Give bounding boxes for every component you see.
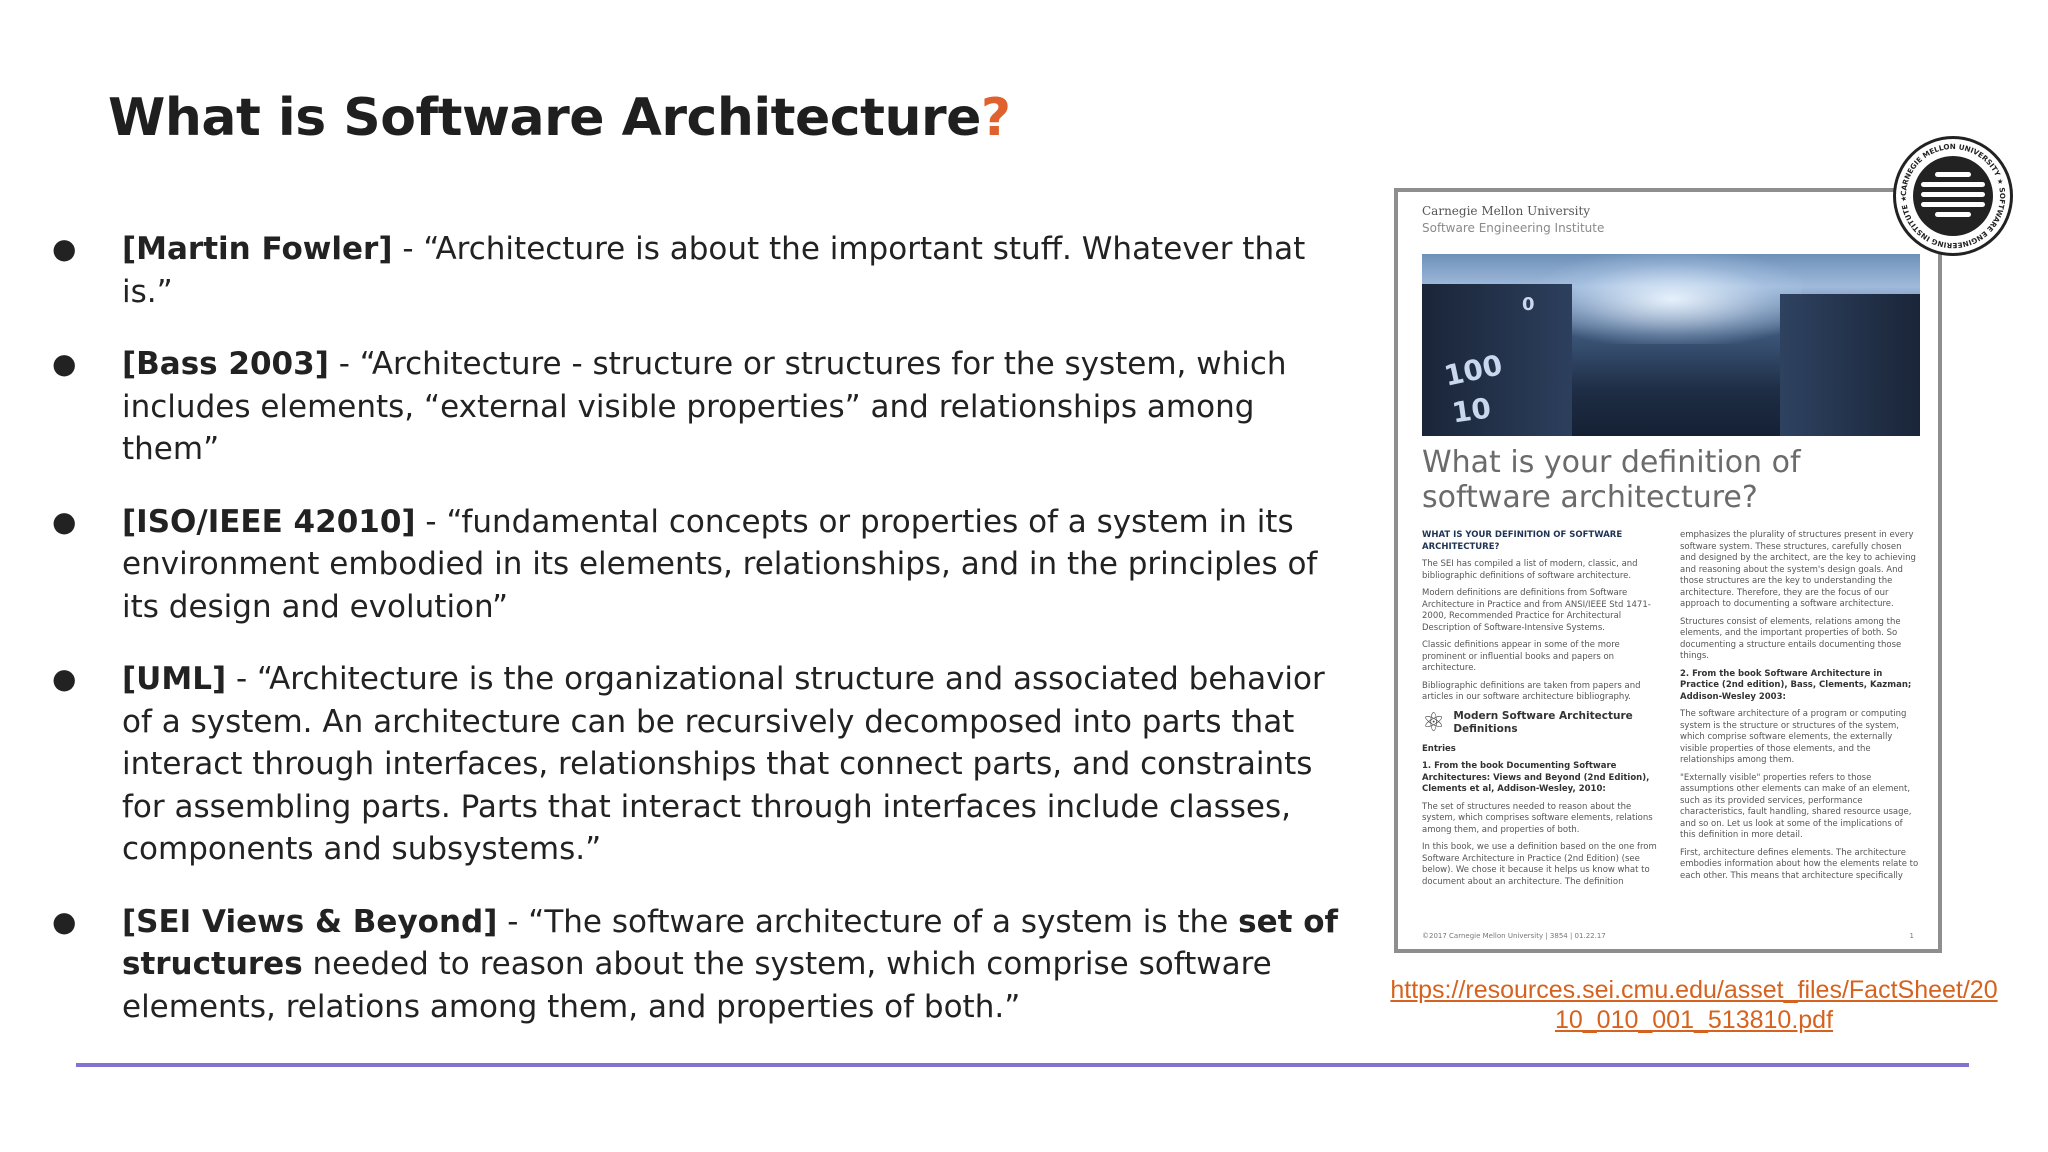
bullet-icon: ● xyxy=(52,662,77,695)
seal-text: CARNEGIE MELLON UNIVERSITY ★ SOFTWARE ENGINEERING INSTITUTE ★ xyxy=(1898,141,2008,251)
doc-heading: What is your definition of software architecture? xyxy=(1422,445,1801,515)
definition-item-uml xyxy=(52,658,1352,871)
doc-paragraph: Bibliographic definitions are taken from papers and articles in our software architecture bibliography. xyxy=(1422,680,1641,702)
doc-paragraph: The software architecture of a program or computing system is the structure or structures of the system, which comprise software elements, the externally visible properties of those elements, and the relationships among them. xyxy=(1680,709,1907,765)
doc-institute: Software Engineering Institute xyxy=(1422,221,1605,235)
definition-text: - “Architecture is about the important stuff. Whatever that is.” xyxy=(122,231,1306,310)
definition-item-iso xyxy=(52,501,1352,629)
doc-footer: ©2017 Carnegie Mellon University | 3854 | 01.22.17 xyxy=(1422,932,1606,940)
definitions-list xyxy=(52,228,1352,1058)
definition-source: [SEI Views & Beyond] xyxy=(122,903,498,940)
factsheet-thumbnail xyxy=(1394,188,1942,953)
doc-hero-number: 10 xyxy=(1449,391,1494,430)
definition-emphasis: set of structures xyxy=(122,903,1338,982)
doc-paragraph: First, architecture defines elements. The architecture embodies information about how the elements relate to each other. This means that architecture specifically xyxy=(1680,847,1919,881)
slide-title xyxy=(108,88,1011,148)
doc-left-column xyxy=(1422,530,1662,894)
definition-item-sei xyxy=(52,901,1352,1029)
doc-entries-label: Entries xyxy=(1422,743,1456,754)
doc-paragraph: emphasizes the plurality of structures present in every software system. These structures, carefully chosen and designed by the architect, are the key to achieving and reasoning about the system's design goals. And those structures are the key to understanding the architecture. Therefore, they are the focus of our approach to documenting a software architecture. xyxy=(1680,530,1916,609)
bullet-icon: ● xyxy=(52,347,77,380)
definition-item-fowler xyxy=(52,228,1352,313)
doc-hero-number: 100 xyxy=(1441,348,1506,393)
doc-right-column xyxy=(1680,530,1920,888)
doc-paragraph: In this book, we use a definition based on the one from Software Architecture in Practice (2nd Edition) (see below). We chose it because it helps us know what to document about an architecture. The definition xyxy=(1422,842,1657,887)
bullet-icon: ● xyxy=(52,232,77,265)
doc-paragraph: "Externally visible" properties refers to those assumptions other elements can make of an element, such as its provided services, performance characteristics, fault handling, shared resource usage, and so on. Let us look at some of the implications of this definition in more detail. xyxy=(1680,772,1912,840)
definition-source: [UML] xyxy=(122,661,227,697)
definition-text: - “Architecture is the organizational structure and associated behavior of a system. An architecture can be recursively decomposed into parts that interact through interfaces, relationships that connect parts, and constraints for assembling parts. Parts that interact through interfaces include classes, components and subsystems.” xyxy=(122,661,1325,867)
seal-emblem xyxy=(1913,156,1993,236)
atom-icon: ⚛ xyxy=(1422,707,1446,738)
doc-paragraph: Structures consist of elements, relations among the elements, and the important properties of both. So documenting a structure entails documenting those things. xyxy=(1680,616,1902,661)
doc-entry-heading: 2. From the book Software Architecture in Practice (2nd edition), Bass, Clements, Kazman; Addison-Wesley 2003: xyxy=(1680,668,1912,702)
definition-source: [Bass 2003] xyxy=(122,346,329,382)
doc-paragraph: The SEI has compiled a list of modern, classic, and bibliographic definitions of software architecture. xyxy=(1422,559,1638,581)
doc-paragraph: Modern definitions are definitions from Software Architecture in Practice and from ANSI/IEEE Std 1471-2000, Recommended Practice for Architectural Description of Software-Intensive Systems. xyxy=(1422,588,1651,633)
doc-module-title: Modern Software Architecture Definitions xyxy=(1453,709,1633,735)
factsheet-link[interactable]: https://resources.sei.cmu.edu/asset_files/FactSheet/2010_010_001_513810.pdf xyxy=(1390,976,1998,1034)
definition-text: - “fundamental concepts or properties of a system in its environment embodied in its elements, relationships, and in the principles of its design and evolution” xyxy=(122,503,1318,625)
doc-module-header xyxy=(1422,707,1662,738)
doc-section-heading: WHAT IS YOUR DEFINITION OF SOFTWARE ARCHITECTURE? xyxy=(1422,530,1623,552)
sei-seal-logo xyxy=(1893,136,2013,256)
doc-hero-image xyxy=(1422,254,1920,436)
doc-page-number: 1 xyxy=(1909,932,1914,940)
title-text: What is Software Architecture xyxy=(108,88,981,148)
footer-divider xyxy=(76,1063,1969,1067)
doc-hero-number: 0 xyxy=(1522,294,1535,315)
doc-university: Carnegie Mellon University xyxy=(1422,204,1591,218)
definition-item-bass xyxy=(52,343,1352,471)
doc-paragraph: Classic definitions appear in some of the more prominent or influential books and papers on architecture. xyxy=(1422,640,1620,673)
bullet-icon: ● xyxy=(52,904,77,938)
definition-text-before: - “The software architecture of a system is the xyxy=(497,903,1239,940)
bullet-icon: ● xyxy=(52,504,77,538)
definition-source: [ISO/IEEE 42010] xyxy=(122,503,416,540)
doc-entry-heading: 1. From the book Documenting Software Architectures: Views and Beyond (2nd Edition), Clements et al, Addison-Wesley, 2010: xyxy=(1422,761,1650,794)
title-question-mark: ? xyxy=(980,88,1011,148)
definition-text: - “Architecture - structure or structures for the system, which includes elements, “external visible properties” and relationships among them” xyxy=(122,346,1287,467)
definition-source: [Martin Fowler] xyxy=(122,231,393,267)
doc-paragraph: The set of structures needed to reason about the system, which comprises software elements, relations among them, and properties of both. xyxy=(1422,801,1653,835)
definition-text-after: needed to reason about the system, which comprise software elements, relations among them, and properties of both.” xyxy=(122,946,1272,1025)
